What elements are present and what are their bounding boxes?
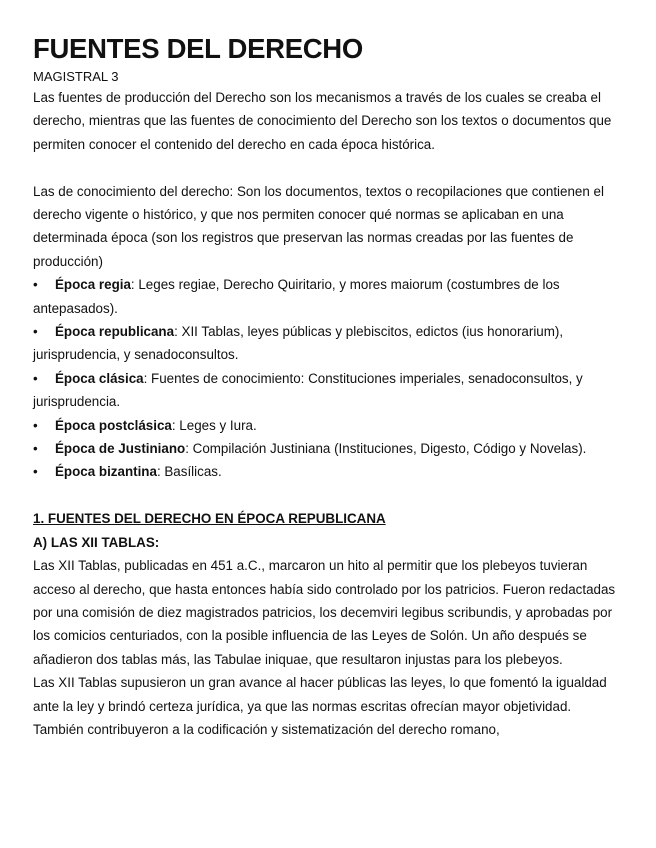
epoch-label: Época de Justiniano [55, 441, 186, 457]
epoch-label: Época postclásica [55, 417, 172, 433]
document-title: FUENTES DEL DERECHO [33, 33, 363, 64]
document-subtitle: MAGISTRAL 3 [33, 69, 119, 84]
bullet-icon: • [33, 441, 38, 457]
epoch-label: Época regia [55, 277, 131, 293]
list-item [33, 320, 625, 367]
bullet-icon: • [33, 277, 38, 293]
epoch-label: Época republicana [55, 324, 175, 340]
epoch-text: : Leges y Iura. [171, 417, 257, 433]
list-item [33, 367, 625, 414]
list-item [33, 437, 625, 460]
epoch-label: Época clásica [55, 370, 144, 386]
epoch-text: : Basílicas. [156, 464, 222, 480]
bullet-icon: • [33, 464, 38, 480]
epoch-text: : Fuentes de conocimiento: Constituciones imperiales, senadoconsultos, y jurisprudencia. [33, 370, 583, 410]
bullet-icon: • [33, 324, 38, 340]
intro-paragraph: Las fuentes de producción del Derecho son los mecanismos a través de los cuales se creaba el derecho, mientras que las fuentes de conocimiento del Derecho son los textos o documentos que permiten conocer el contenido del derecho en cada época histórica. [33, 90, 612, 152]
paragraph-spacer [33, 156, 625, 179]
document-page [33, 30, 625, 741]
bullet-icon: • [33, 370, 38, 386]
epoch-text: : Leges regiae, Derecho Quiritario, y mores maiorum (costumbres de los antepasados). [33, 277, 560, 316]
tablas-paragraph-1: Las XII Tablas, publicadas en 451 a.C., marcaron un hito al permitir que los plebeyos tuvieran acceso al derecho, que hasta entonces había sido controlado por los patricios. Fueron redactadas por una comisión de diez magistrados patricios, los decemviri legibus scribundis, y aprobadas por los comicios centuriados, con la posible influencia de las Leyes de Solón. Un año después se añadieron dos tablas más, las Tabulae iniquae, que resultaron injustas para los plebeyos. [33, 558, 616, 667]
list-item [33, 460, 625, 483]
conocimiento-paragraph: Las de conocimiento del derecho: Son los documentos, textos o recopilaciones que contienen el derecho vigente o histórico, y que nos permiten conocer qué normas se aplicaban en una determinada época (son los registros que preservan las normas creadas por las fuentes de producción) [33, 183, 604, 269]
epoch-label: Época bizantina [55, 464, 157, 480]
section-heading: 1. FUENTES DEL DERECHO EN ÉPOCA REPUBLICANA [33, 511, 386, 527]
list-item [33, 273, 625, 320]
bullet-icon: • [33, 417, 38, 433]
tablas-paragraph-2: Las XII Tablas supusieron un gran avance al hacer públicas las leyes, lo que fomentó la igualdad ante la ley y brindó certeza jurídica, ya que las normas escritas ofrecían mayor objetividad. También contribuyeron a la codificación y sistematización del derecho romano, [33, 675, 607, 737]
list-item [33, 414, 625, 437]
epochs-list [33, 273, 625, 484]
section-spacer [33, 484, 625, 507]
subsection-heading: A) LAS XII TABLAS: [33, 534, 160, 550]
epoch-text: : Compilación Justiniana (Instituciones, Digesto, Código y Novelas). [185, 441, 587, 457]
epoch-text: : XII Tablas, leyes públicas y plebiscitos, edictos (ius honorarium), jurisprudencia, y senadoconsultos. [33, 324, 564, 363]
